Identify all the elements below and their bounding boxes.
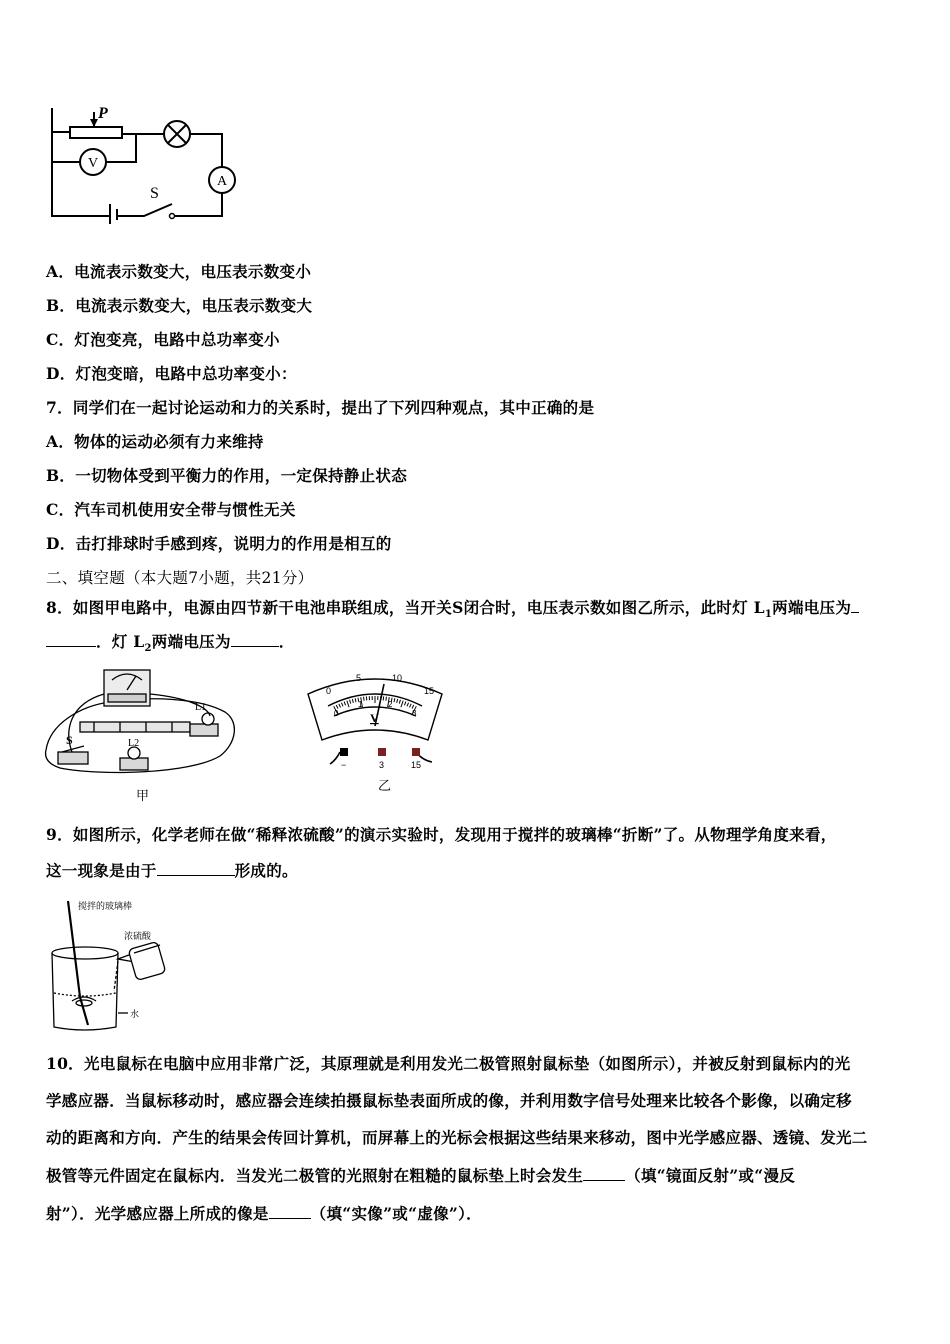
voltmeter-label: V <box>87 156 99 171</box>
q10-line5-a: 射”）．光学感应器上所成的像是 <box>46 1204 269 1223</box>
meter-tick <box>364 697 365 701</box>
q7-option-c: C．汽车司机使用安全带与惯性无关 <box>46 500 296 519</box>
fig-label-water: 水 <box>130 1010 140 1020</box>
q10-line1: 10．光电鼠标在电脑中应用非常广泛，其原理就是利用发光二极管照射鼠标垫（如图所示），并被反射到鼠标内的光 <box>46 1054 851 1073</box>
section-title: 二、填空题（本大题7小题，共21分） <box>46 569 314 587</box>
terminal-3: 3 <box>379 760 385 770</box>
q7-option-d: D．击打排球时手感到疼，说明力的作用是相互的 <box>46 534 392 553</box>
q10-blank-1[interactable] <box>583 1166 625 1181</box>
q8-line2-a: ．灯 L <box>96 632 145 651</box>
meter-top-tick-10: 10 <box>392 673 403 683</box>
q9-beaker-figure <box>44 895 184 1035</box>
q6-option-c: C．灯泡变亮，电路中总功率变小 <box>46 330 280 349</box>
meter-bottom-tick-3: 3 <box>412 709 417 718</box>
fig-label-acid: 浓硫酸 <box>124 932 152 942</box>
meter-bottom-tick-1: 1 <box>358 700 363 709</box>
q9-line2 <box>46 859 298 881</box>
q8-blank-1a[interactable] <box>851 598 859 613</box>
meter-tick <box>386 697 387 701</box>
q8-line2-end: ． <box>278 632 295 651</box>
q8-l1-subscript: 1 <box>764 609 773 621</box>
fig-label-rod: 搅拌的玻璃棒 <box>78 902 133 912</box>
q10-line5-b: （填“实像”或“虚像”）． <box>310 1204 482 1223</box>
q10-line4-a: 极管等元件固定在鼠标内．当发光二极管的光照射在粗糙的鼠标垫上时会发生 <box>46 1166 584 1185</box>
q8-line1-end: 两端电压为 <box>772 598 852 617</box>
ammeter-label: A <box>216 174 228 189</box>
q6-circuit-diagram <box>44 100 244 225</box>
terminal-15: 15 <box>411 760 422 770</box>
q6-option-d: D．灯泡变暗，电路中总功率变小： <box>46 364 297 383</box>
q9-line2-b: 形成的。 <box>234 861 298 880</box>
switch-label: S <box>150 185 159 202</box>
q8-fig-yi-caption: 乙 <box>378 779 392 794</box>
q8-line2-b: 两端电压为 <box>151 632 231 651</box>
q8-figure-jia <box>40 664 240 784</box>
q8-l2-subscript: 2 <box>144 643 152 655</box>
meter-unit-v: V <box>370 711 379 725</box>
q10-line5 <box>46 1202 482 1224</box>
q10-line4-b: （填“镜面反射”或“漫反 <box>625 1166 796 1185</box>
rheostat-p-label: P <box>98 105 108 122</box>
q8-line2 <box>46 630 295 654</box>
q6-option-a: A．电流表示数变大，电压表示数变小 <box>46 262 312 281</box>
q7-option-a: A．物体的运动必须有力来维持 <box>46 432 264 451</box>
q10-line2: 学感应器．当鼠标移动时，感应器会连续拍摄鼠标垫表面所成的像，并利用数字信号处理来比较各个影像，以确定移 <box>46 1091 852 1110</box>
meter-top-tick-15: 15 <box>424 686 435 696</box>
meter-top-tick-5: 5 <box>356 673 362 683</box>
q7-option-b: B．一切物体受到平衡力的作用，一定保持静止状态 <box>46 466 408 485</box>
q8-fig-jia-caption: 甲 <box>136 789 150 804</box>
q10-line3: 动的距离和方向．产生的结果会传回计算机，而屏幕上的光标会根据这些结果来移动，图中光学感应器、透镜、发光二 <box>46 1128 868 1147</box>
q8-line1 <box>46 596 859 620</box>
jia-l2-label: L2 <box>128 738 140 749</box>
q10-line4 <box>46 1164 795 1186</box>
q8-figure-yi-voltmeter <box>300 664 450 774</box>
jia-l1-label: L1 <box>195 702 207 713</box>
q9-line1: 9．如图所示，化学老师在做“稀释浓硫酸”的演示实验时，发现用于搅拌的玻璃棒“折断”了。从物理学角度来看， <box>46 825 837 844</box>
meter-bottom-tick-2: 2 <box>388 700 393 709</box>
q6-option-b: B．电流表示数变大，电压表示数变大 <box>46 296 313 315</box>
q8-line1-text: 8．如图甲电路中，电源由四节新干电池串联组成，当开关S闭合时，电压表示数如图乙所示，此时灯 L <box>46 598 765 617</box>
jia-switch-label: S <box>66 733 73 747</box>
meter-top-tick-0: 0 <box>326 686 332 696</box>
q9-line2-a: 这一现象是由于 <box>46 861 157 880</box>
q7-stem: 7．同学们在一起讨论运动和力的关系时，提出了下列四种观点，其中正确的是 <box>46 398 595 417</box>
q9-blank[interactable] <box>157 861 235 876</box>
terminal-minus: − <box>341 760 347 770</box>
meter-bottom-tick-0: 0 <box>334 709 339 718</box>
q8-blank-2[interactable] <box>231 632 279 647</box>
q8-blank-1b[interactable] <box>46 632 96 647</box>
q10-blank-2[interactable] <box>269 1204 311 1219</box>
